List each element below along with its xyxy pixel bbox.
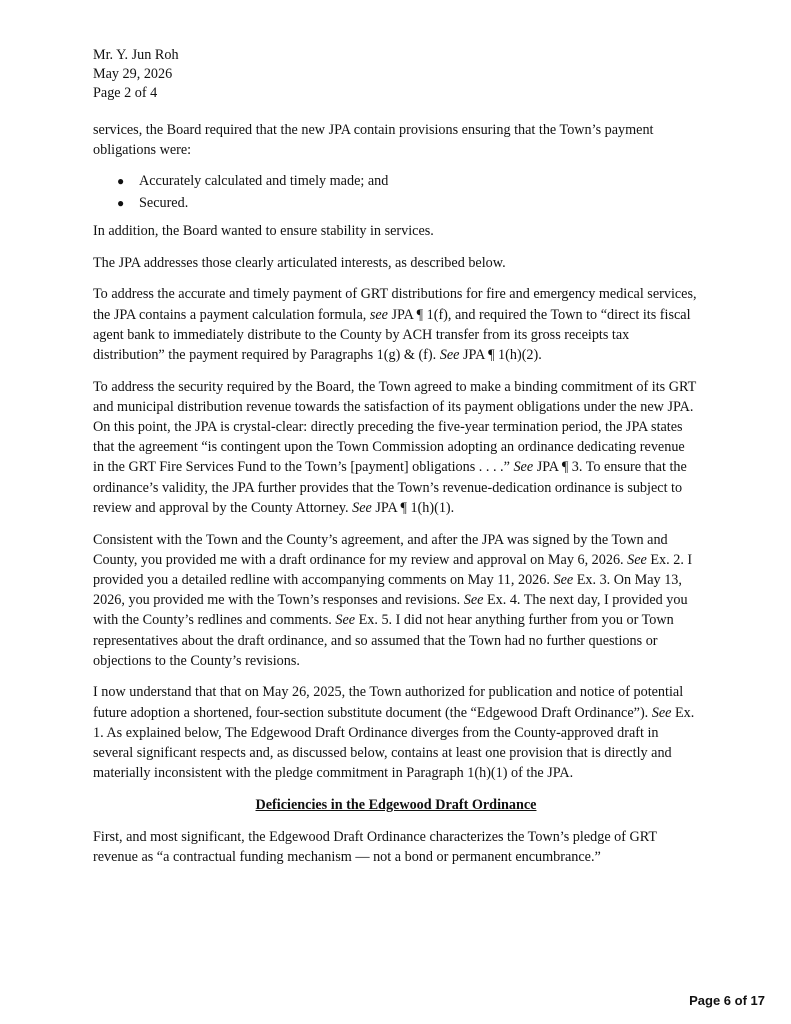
paragraph-4: To address the accurate and timely payment of GRT distributions for fire and emergency medical services, the JPA contains a payment calculation formula, see JPA ¶ 1(f), and required the Town to “direct its fiscal agent bank to immediately distribute to the County by ACH transfer from its gross receipts tax distribution” the payment required by Paragraphs 1(g) & (f). See JPA ¶ 1(h)(2). <box>93 286 697 363</box>
bullet-list <box>93 172 699 212</box>
paragraph-5: To address the security required by the Board, the Town agreed to make a binding commitment of its GRT and municipal distribution revenue towards the satisfaction of its payment obligations under the new JPA. On this point, the JPA is crystal-clear: directly preceding the five-year termination period, the JPA states that the agreement “is contingent upon the Town Commission adopting an ordinance dedicating revenue in the GRT Fire Services Fund to the Town’s [payment] obligations . . . .” See JPA ¶ 3. To ensure that the ordinance’s validity, the JPA further provides that the Town’s revenue-dedication ordinance is subject to review and approval by the County Attorney. See JPA ¶ 1(h)(1). <box>93 378 697 516</box>
letter-header <box>93 46 179 103</box>
recipient-line: Mr. Y. Jun Roh <box>93 47 179 63</box>
section-heading: Deficiencies in the Edgewood Draft Ordinance <box>255 796 537 813</box>
paragraph-2: In addition, the Board wanted to ensure stability in services. <box>93 222 434 239</box>
bullet-icon: ● <box>117 173 125 188</box>
paragraph-7: I now understand that that on May 26, 2025, the Town authorized for publication and notice of potential future adoption a shortened, four-section substitute document (the “Edgewood Draft Ordinance”). See Ex. 1. As explained below, The Edgewood Draft Ordinance diverges from the County-approved draft in several significant respects and, as discussed below, contains at least one provision that is directly and materially inconsistent with the pledge commitment in Paragraph 1(h)(1) of the JPA. <box>93 684 695 782</box>
paragraph-8: First, and most significant, the Edgewood Draft Ordinance characterizes the Town’s pledge of GRT revenue as “a contractual funding mechanism — not a bond or permanent encumbrance.” <box>93 828 657 865</box>
bullet-icon: ● <box>117 195 125 210</box>
bullet-item: ● Secured. <box>117 194 189 211</box>
paragraph-1: services, the Board required that the new JPA contain provisions ensuring that the Town’s payment obligations were: <box>93 122 654 159</box>
date-line: May 29, 2026 <box>93 66 173 82</box>
paragraph-3: The JPA addresses those clearly articulated interests, as described below. <box>93 254 506 271</box>
bullet-item: ● Accurately calculated and timely made; and <box>117 172 389 189</box>
paragraph-6: Consistent with the Town and the County’s agreement, and after the JPA was signed by the Town and County, you provided me with a draft ordinance for my review and approval on May 6, 2026. See Ex. 2. I provided you a detailed redline with accompanying comments on May 11, 2026. See Ex. 3. On May 13, 2026, you provided me with the Town’s responses and revisions. See Ex. 4. The next day, I provided you with the County’s redlines and comments. See Ex. 5. I did not hear anything further from you or Town representatives about the draft ordinance, and so assumed that the Town had no further questions or objections to the County’s revisions. <box>93 531 693 669</box>
letter-body <box>93 120 699 879</box>
page-line: Page 2 of 4 <box>93 85 158 101</box>
page-footer: Page 6 of 17 <box>689 993 765 1008</box>
